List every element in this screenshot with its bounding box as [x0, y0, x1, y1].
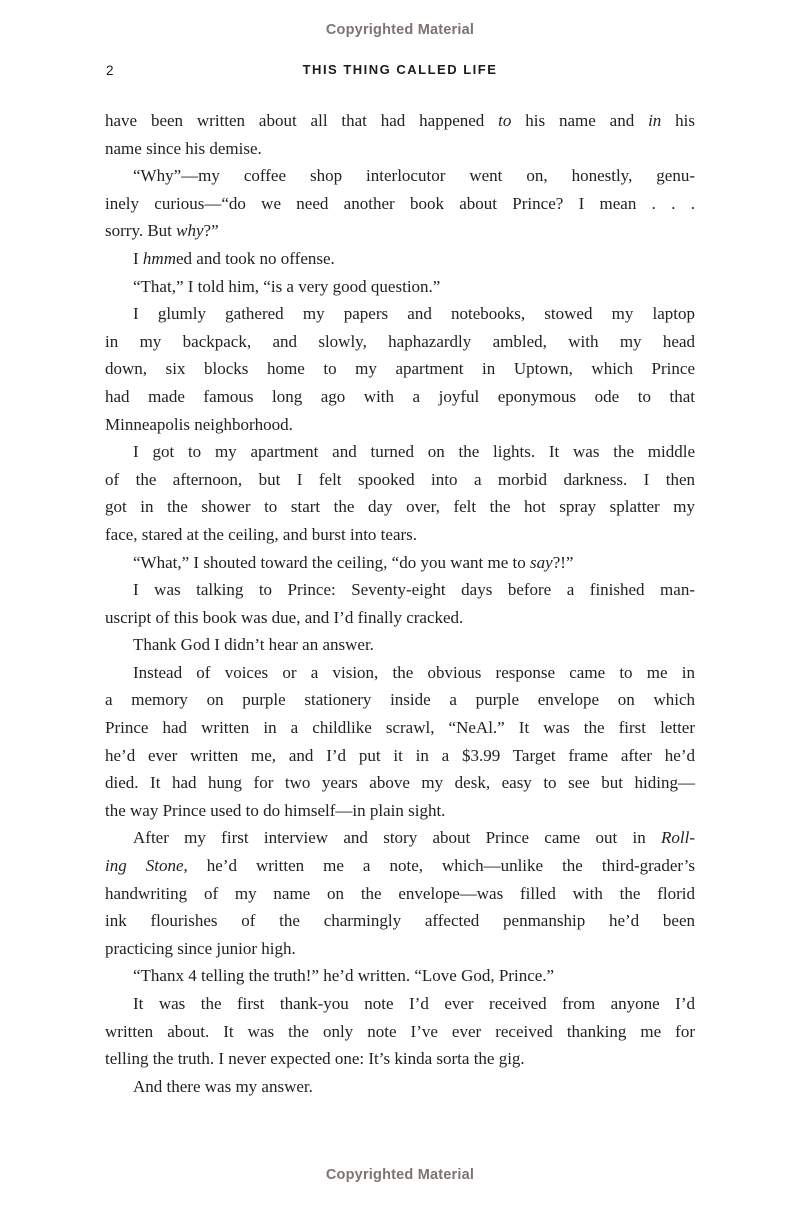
text-line: ink flourishes of the charmingly affected penmanship he’d been — [105, 911, 695, 931]
text-line: ing Stone, he’d written me a note, which—unlike the third-grader’s — [105, 856, 695, 876]
text-line: Prince had written in a childlike scrawl, “NeAl.” It was the first letter — [105, 718, 695, 738]
text-line: telling the truth. I never expected one: It’s kinda sorta the gig. — [105, 1049, 525, 1069]
text-line: inely curious—“do we need another book about Prince? I mean . . . — [105, 193, 695, 213]
text-line: After my first interview and story about Prince came out in Roll- — [133, 828, 695, 848]
text-line: “Thanx 4 telling the truth!” he’d written. “Love God, Prince.” — [133, 966, 555, 986]
text-line: died. It had hung for two years above my desk, easy to see but hiding— — [105, 773, 695, 793]
text-line: had made famous long ago with a joyful eponymous ode to that — [105, 386, 695, 406]
text-line: “Why”—my coffee shop interlocutor went on, honestly, genu- — [133, 166, 695, 186]
text-line: It was the first thank-you note I’d ever received from anyone I’d — [133, 994, 695, 1013]
text-line: Minneapolis neighborhood. — [105, 414, 293, 434]
text-line: Thank God I didn’t hear an answer. — [133, 635, 374, 655]
text-line: “That,” I told him, “is a very good question.” — [133, 276, 441, 296]
text-line: practicing since junior high. — [105, 938, 296, 958]
text-line: I got to my apartment and turned on the lights. It was the middle — [133, 442, 695, 462]
running-title: THIS THING CALLED LIFE — [302, 62, 498, 77]
body-text — [105, 107, 695, 1100]
text-line: he’d ever written me, and I’d put it in a $3.99 Target frame after he’d — [105, 745, 695, 765]
text-line: written about. It was the only note I’ve ever received thanking me for — [105, 1021, 695, 1041]
text-line: a memory on purple stationery inside a purple envelope on which — [105, 690, 695, 710]
copyright-watermark-bottom: Copyrighted Material — [325, 1167, 475, 1183]
text-line: face, stared at the ceiling, and burst into tears. — [105, 524, 418, 544]
text-line: have been written about all that had happened to his name and in his — [105, 111, 695, 130]
text-line: “What,” I shouted toward the ceiling, “do you want me to say?!” — [133, 552, 574, 572]
text-line: handwriting of my name on the envelope—was filled with the florid — [105, 883, 695, 903]
page-header — [0, 62, 800, 77]
copyright-watermark-top: Copyrighted Material — [325, 22, 475, 38]
text-line: the way Prince used to do himself—in plain sight. — [105, 800, 446, 820]
text-line: And there was my answer. — [133, 1076, 313, 1096]
page-number: 2 — [106, 63, 114, 78]
text-line: I glumly gathered my papers and notebooks, stowed my laptop — [133, 304, 695, 324]
text-line: of the afternoon, but I felt spooked into a morbid darkness. I then — [105, 469, 695, 489]
text-line: I hmmed and took no offense. — [133, 248, 335, 268]
text-line: got in the shower to start the day over, felt the hot spray splatter my — [105, 497, 695, 517]
text-line: sorry. But why?” — [105, 221, 219, 241]
text-line: down, six blocks home to my apartment in Uptown, which Prince — [105, 359, 695, 379]
text-line: Instead of voices or a vision, the obvious response came to me in — [133, 662, 695, 682]
text-line: name since his demise. — [105, 138, 262, 158]
text-line: uscript of this book was due, and I’d finally cracked. — [105, 607, 464, 627]
text-line: in my backpack, and slowly, haphazardly ambled, with my head — [105, 331, 695, 351]
text-line: I was talking to Prince: Seventy-eight days before a finished man- — [133, 580, 695, 600]
